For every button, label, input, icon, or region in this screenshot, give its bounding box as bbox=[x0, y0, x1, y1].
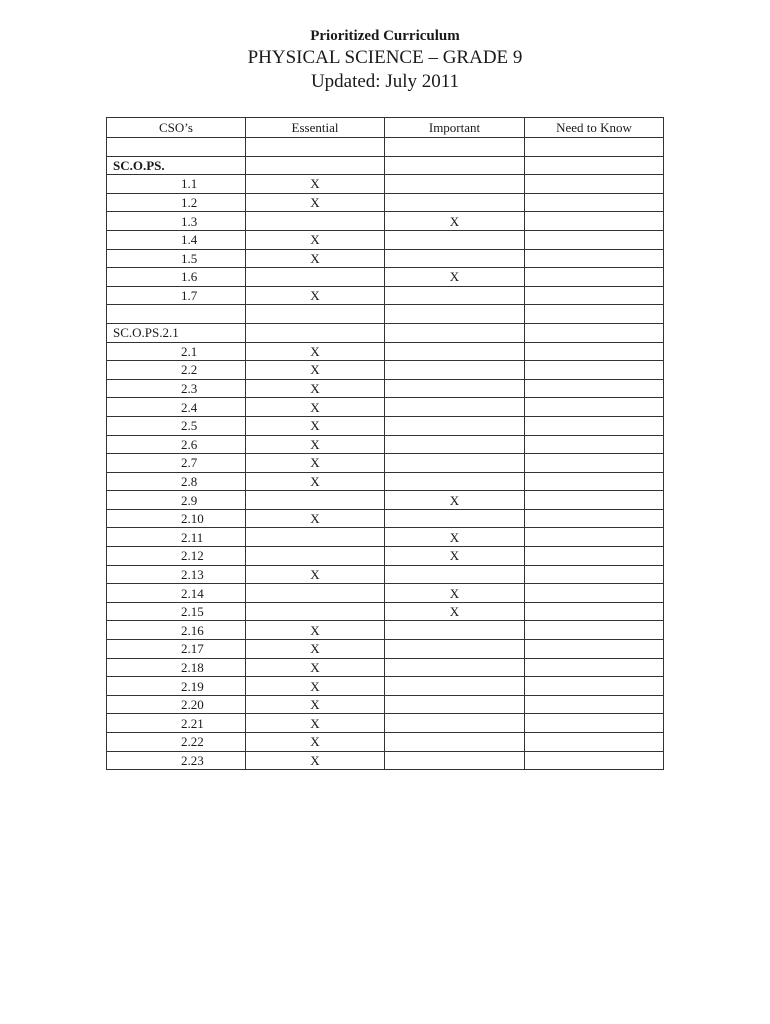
cso-cell: 1.4 bbox=[107, 230, 246, 249]
important-cell bbox=[385, 454, 525, 473]
important-cell: X bbox=[385, 491, 525, 510]
need-to-know-cell bbox=[525, 435, 664, 454]
important-cell bbox=[385, 361, 525, 380]
table-row bbox=[107, 416, 664, 435]
document-title: Prioritized Curriculum bbox=[310, 28, 460, 44]
need-to-know-cell bbox=[525, 695, 664, 714]
table-row bbox=[107, 379, 664, 398]
important-cell bbox=[385, 435, 525, 454]
table-row bbox=[107, 323, 664, 342]
important-cell bbox=[385, 156, 525, 175]
need-to-know-cell bbox=[525, 677, 664, 696]
important-cell: X bbox=[385, 212, 525, 231]
cso-cell: 2.13 bbox=[107, 565, 246, 584]
cso-cell: 1.1 bbox=[107, 175, 246, 194]
cso-cell: 1.6 bbox=[107, 268, 246, 287]
table-row bbox=[107, 751, 664, 770]
table-header bbox=[107, 118, 664, 138]
important-cell: X bbox=[385, 268, 525, 287]
table-row bbox=[107, 361, 664, 380]
table-body bbox=[107, 138, 664, 770]
table-row bbox=[107, 714, 664, 733]
cso-cell: 2.17 bbox=[107, 640, 246, 659]
need-to-know-cell bbox=[525, 138, 664, 157]
important-cell bbox=[385, 379, 525, 398]
table-row bbox=[107, 528, 664, 547]
important-cell bbox=[385, 138, 525, 157]
important-cell bbox=[385, 565, 525, 584]
need-to-know-cell bbox=[525, 416, 664, 435]
table-row bbox=[107, 305, 664, 324]
need-to-know-cell bbox=[525, 156, 664, 175]
document-subtitle: PHYSICAL SCIENCE – GRADE 9 bbox=[247, 47, 523, 68]
cso-cell: 2.7 bbox=[107, 454, 246, 473]
essential-cell: X bbox=[246, 342, 385, 361]
important-cell bbox=[385, 286, 525, 305]
important-cell: X bbox=[385, 584, 525, 603]
table-row bbox=[107, 565, 664, 584]
table-row bbox=[107, 342, 664, 361]
need-to-know-cell bbox=[525, 509, 664, 528]
cso-cell: SC.O.PS.2.1 bbox=[107, 323, 246, 342]
essential-cell bbox=[246, 138, 385, 157]
essential-cell: X bbox=[246, 416, 385, 435]
cso-cell bbox=[107, 305, 246, 324]
essential-cell bbox=[246, 547, 385, 566]
table-row bbox=[107, 435, 664, 454]
important-cell bbox=[385, 733, 525, 752]
need-to-know-cell bbox=[525, 565, 664, 584]
cso-cell: 1.3 bbox=[107, 212, 246, 231]
essential-cell bbox=[246, 584, 385, 603]
updated-date: Updated: July 2011 bbox=[310, 71, 460, 92]
header-row bbox=[107, 118, 664, 138]
need-to-know-cell bbox=[525, 268, 664, 287]
important-cell bbox=[385, 305, 525, 324]
cso-cell: 2.4 bbox=[107, 398, 246, 417]
important-cell bbox=[385, 398, 525, 417]
need-to-know-cell bbox=[525, 472, 664, 491]
cso-cell: 2.20 bbox=[107, 695, 246, 714]
cso-cell: 1.2 bbox=[107, 193, 246, 212]
essential-cell: X bbox=[246, 658, 385, 677]
need-to-know-cell bbox=[525, 602, 664, 621]
important-cell bbox=[385, 658, 525, 677]
important-cell bbox=[385, 751, 525, 770]
essential-cell: X bbox=[246, 175, 385, 194]
essential-cell: X bbox=[246, 751, 385, 770]
need-to-know-cell bbox=[525, 193, 664, 212]
essential-cell: X bbox=[246, 230, 385, 249]
cso-cell: 2.23 bbox=[107, 751, 246, 770]
cso-cell: 2.9 bbox=[107, 491, 246, 510]
need-to-know-cell bbox=[525, 249, 664, 268]
need-to-know-cell bbox=[525, 733, 664, 752]
important-cell bbox=[385, 695, 525, 714]
essential-cell: X bbox=[246, 733, 385, 752]
cso-cell: 2.16 bbox=[107, 621, 246, 640]
table-row bbox=[107, 640, 664, 659]
important-cell bbox=[385, 249, 525, 268]
cso-cell: 2.11 bbox=[107, 528, 246, 547]
table-row bbox=[107, 398, 664, 417]
need-to-know-cell bbox=[525, 361, 664, 380]
need-to-know-cell bbox=[525, 751, 664, 770]
important-cell bbox=[385, 323, 525, 342]
essential-cell: X bbox=[246, 565, 385, 584]
column-header-cso: CSO’s bbox=[107, 118, 246, 138]
cso-cell: 2.18 bbox=[107, 658, 246, 677]
cso-cell bbox=[107, 138, 246, 157]
column-header-need-to-know: Need to Know bbox=[525, 118, 664, 138]
table-row bbox=[107, 602, 664, 621]
essential-cell: X bbox=[246, 398, 385, 417]
important-cell bbox=[385, 230, 525, 249]
table-row bbox=[107, 249, 664, 268]
cso-cell: 1.5 bbox=[107, 249, 246, 268]
cso-cell: 2.12 bbox=[107, 547, 246, 566]
essential-cell: X bbox=[246, 286, 385, 305]
need-to-know-cell bbox=[525, 212, 664, 231]
need-to-know-cell bbox=[525, 230, 664, 249]
essential-cell bbox=[246, 156, 385, 175]
table-row bbox=[107, 491, 664, 510]
table-row bbox=[107, 193, 664, 212]
table-row bbox=[107, 230, 664, 249]
essential-cell: X bbox=[246, 640, 385, 659]
column-header-important: Important bbox=[385, 118, 525, 138]
need-to-know-cell bbox=[525, 528, 664, 547]
essential-cell bbox=[246, 491, 385, 510]
essential-cell bbox=[246, 305, 385, 324]
essential-cell: X bbox=[246, 435, 385, 454]
table-row bbox=[107, 677, 664, 696]
important-cell: X bbox=[385, 547, 525, 566]
essential-cell bbox=[246, 528, 385, 547]
need-to-know-cell bbox=[525, 342, 664, 361]
essential-cell bbox=[246, 602, 385, 621]
cso-cell: 2.15 bbox=[107, 602, 246, 621]
document-header bbox=[0, 26, 770, 94]
important-cell bbox=[385, 509, 525, 528]
important-cell bbox=[385, 621, 525, 640]
cso-cell: 2.21 bbox=[107, 714, 246, 733]
essential-cell: X bbox=[246, 472, 385, 491]
need-to-know-cell bbox=[525, 286, 664, 305]
essential-cell: X bbox=[246, 509, 385, 528]
table-row bbox=[107, 286, 664, 305]
table-row bbox=[107, 156, 664, 175]
important-cell bbox=[385, 472, 525, 491]
essential-cell bbox=[246, 212, 385, 231]
table-row bbox=[107, 584, 664, 603]
table-row bbox=[107, 733, 664, 752]
table-row bbox=[107, 138, 664, 157]
need-to-know-cell bbox=[525, 621, 664, 640]
table-row bbox=[107, 175, 664, 194]
essential-cell: X bbox=[246, 454, 385, 473]
important-cell: X bbox=[385, 602, 525, 621]
table-row bbox=[107, 454, 664, 473]
essential-cell: X bbox=[246, 714, 385, 733]
need-to-know-cell bbox=[525, 454, 664, 473]
table-row bbox=[107, 621, 664, 640]
need-to-know-cell bbox=[525, 584, 664, 603]
essential-cell: X bbox=[246, 695, 385, 714]
important-cell bbox=[385, 677, 525, 696]
essential-cell: X bbox=[246, 677, 385, 696]
need-to-know-cell bbox=[525, 547, 664, 566]
table-row bbox=[107, 212, 664, 231]
column-header-essential: Essential bbox=[246, 118, 385, 138]
cso-cell: 2.3 bbox=[107, 379, 246, 398]
cso-cell: 2.5 bbox=[107, 416, 246, 435]
important-cell bbox=[385, 640, 525, 659]
need-to-know-cell bbox=[525, 175, 664, 194]
need-to-know-cell bbox=[525, 398, 664, 417]
essential-cell: X bbox=[246, 621, 385, 640]
essential-cell: X bbox=[246, 193, 385, 212]
important-cell bbox=[385, 714, 525, 733]
table-row bbox=[107, 472, 664, 491]
need-to-know-cell bbox=[525, 379, 664, 398]
cso-cell: 2.22 bbox=[107, 733, 246, 752]
table-row bbox=[107, 695, 664, 714]
need-to-know-cell bbox=[525, 658, 664, 677]
need-to-know-cell bbox=[525, 491, 664, 510]
essential-cell: X bbox=[246, 361, 385, 380]
table-row bbox=[107, 547, 664, 566]
table-row bbox=[107, 658, 664, 677]
cso-cell: 2.14 bbox=[107, 584, 246, 603]
important-cell: X bbox=[385, 528, 525, 547]
cso-cell: 2.8 bbox=[107, 472, 246, 491]
cso-cell: SC.O.PS. bbox=[107, 156, 246, 175]
need-to-know-cell bbox=[525, 323, 664, 342]
cso-cell: 2.6 bbox=[107, 435, 246, 454]
curriculum-table bbox=[106, 117, 664, 770]
essential-cell bbox=[246, 268, 385, 287]
important-cell bbox=[385, 193, 525, 212]
cso-cell: 2.1 bbox=[107, 342, 246, 361]
need-to-know-cell bbox=[525, 714, 664, 733]
cso-cell: 2.10 bbox=[107, 509, 246, 528]
table-row bbox=[107, 509, 664, 528]
essential-cell: X bbox=[246, 379, 385, 398]
cso-cell: 2.2 bbox=[107, 361, 246, 380]
need-to-know-cell bbox=[525, 305, 664, 324]
essential-cell: X bbox=[246, 249, 385, 268]
essential-cell bbox=[246, 323, 385, 342]
cso-cell: 1.7 bbox=[107, 286, 246, 305]
important-cell bbox=[385, 342, 525, 361]
important-cell bbox=[385, 416, 525, 435]
need-to-know-cell bbox=[525, 640, 664, 659]
table-row bbox=[107, 268, 664, 287]
cso-cell: 2.19 bbox=[107, 677, 246, 696]
important-cell bbox=[385, 175, 525, 194]
